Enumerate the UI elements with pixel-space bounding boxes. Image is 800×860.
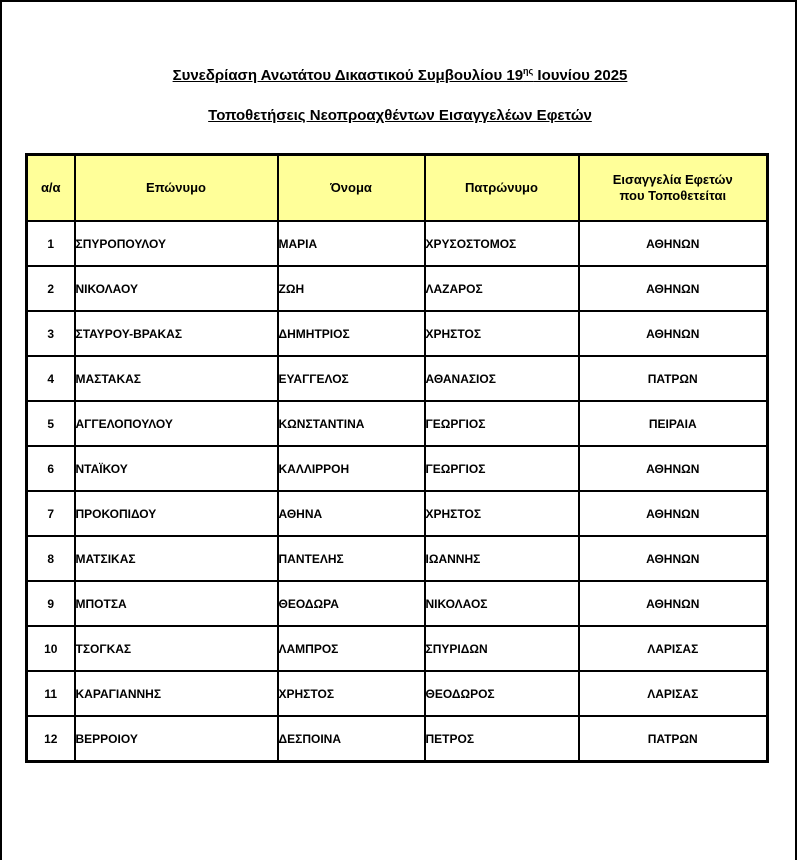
cell-surname: ΝΤΑΪΚΟΥ	[75, 446, 278, 491]
header-index: α/α	[27, 155, 75, 222]
cell-office: ΠΑΤΡΩΝ	[579, 716, 768, 762]
table-row	[27, 626, 768, 671]
cell-office: ΑΘΗΝΩΝ	[579, 221, 768, 266]
cell-first-name: ΜΑΡΙΑ	[278, 221, 425, 266]
cell-surname: ΤΣΟΓΚΑΣ	[75, 626, 278, 671]
table-row	[27, 221, 768, 266]
table-row	[27, 671, 768, 716]
cell-first-name: ΔΕΣΠΟΙΝΑ	[278, 716, 425, 762]
cell-father-name: ΛΑΖΑΡΟΣ	[425, 266, 579, 311]
cell-first-name: ΔΗΜΗΤΡΙΟΣ	[278, 311, 425, 356]
title-superscript: ης	[523, 66, 534, 76]
document-title	[0, 67, 800, 84]
cell-father-name: ΠΕΤΡΟΣ	[425, 716, 579, 762]
cell-first-name: ΘΕΟΔΩΡΑ	[278, 581, 425, 626]
cell-surname: ΣΠΥΡΟΠΟΥΛΟΥ	[75, 221, 278, 266]
cell-father-name: ΧΡΗΣΤΟΣ	[425, 311, 579, 356]
cell-index: 6	[27, 446, 75, 491]
cell-surname: ΑΓΓΕΛΟΠΟΥΛΟΥ	[75, 401, 278, 446]
cell-office: ΑΘΗΝΩΝ	[579, 311, 768, 356]
placements-table	[25, 153, 769, 763]
table-row	[27, 356, 768, 401]
header-first-name: Όνομα	[278, 155, 425, 222]
cell-father-name: ΧΡΥΣΟΣΤΟΜΟΣ	[425, 221, 579, 266]
cell-first-name: ΚΩΝΣΤΑΝΤΙΝΑ	[278, 401, 425, 446]
title-end: Ιουνίου 2025	[533, 67, 628, 84]
table-row	[27, 401, 768, 446]
header-office-line2: που Τοποθετείται	[619, 188, 727, 203]
cell-office: ΑΘΗΝΩΝ	[579, 446, 768, 491]
cell-surname: ΜΠΟΤΣΑ	[75, 581, 278, 626]
cell-father-name: ΓΕΩΡΓΙΟΣ	[425, 401, 579, 446]
cell-father-name: ΘΕΟΔΩΡΟΣ	[425, 671, 579, 716]
cell-office: ΛΑΡΙΣΑΣ	[579, 671, 768, 716]
table-row	[27, 266, 768, 311]
cell-surname: ΚΑΡΑΓΙΑΝΝΗΣ	[75, 671, 278, 716]
cell-father-name: ΝΙΚΟΛΑΟΣ	[425, 581, 579, 626]
cell-index: 3	[27, 311, 75, 356]
header-office-line1: Εισαγγελία Εφετών	[612, 172, 733, 187]
cell-father-name: ΓΕΩΡΓΙΟΣ	[425, 446, 579, 491]
table-row	[27, 536, 768, 581]
cell-office: ΑΘΗΝΩΝ	[579, 581, 768, 626]
cell-index: 7	[27, 491, 75, 536]
cell-father-name: ΑΘΑΝΑΣΙΟΣ	[425, 356, 579, 401]
cell-index: 1	[27, 221, 75, 266]
cell-office: ΑΘΗΝΩΝ	[579, 491, 768, 536]
cell-index: 12	[27, 716, 75, 762]
header-father-name: Πατρώνυμο	[425, 155, 579, 222]
cell-office: ΑΘΗΝΩΝ	[579, 266, 768, 311]
table-row	[27, 581, 768, 626]
cell-index: 8	[27, 536, 75, 581]
cell-index: 4	[27, 356, 75, 401]
cell-index: 2	[27, 266, 75, 311]
cell-surname: ΒΕΡΡΟΙΟΥ	[75, 716, 278, 762]
table-row	[27, 491, 768, 536]
table-row	[27, 446, 768, 491]
cell-index: 10	[27, 626, 75, 671]
cell-first-name: ΕΥΑΓΓΕΛΟΣ	[278, 356, 425, 401]
header-office	[579, 155, 768, 222]
cell-first-name: ΑΘΗΝΑ	[278, 491, 425, 536]
document-subtitle: Τοποθετήσεις Νεοπροαχθέντων Εισαγγελέων Εφετών	[208, 107, 592, 124]
cell-father-name: ΣΠΥΡΙΔΩΝ	[425, 626, 579, 671]
cell-office: ΑΘΗΝΩΝ	[579, 536, 768, 581]
cell-first-name: ΖΩΗ	[278, 266, 425, 311]
title-main: Συνεδρίαση Ανωτάτου Δικαστικού Συμβουλίου 19	[172, 67, 524, 84]
cell-office: ΠΕΙΡΑΙΑ	[579, 401, 768, 446]
cell-father-name: ΙΩΑΝΝΗΣ	[425, 536, 579, 581]
table-header-row	[27, 155, 768, 222]
cell-index: 5	[27, 401, 75, 446]
cell-first-name: ΠΑΝΤΕΛΗΣ	[278, 536, 425, 581]
cell-surname: ΜΑΣΤΑΚΑΣ	[75, 356, 278, 401]
table-row	[27, 716, 768, 762]
table-row	[27, 311, 768, 356]
cell-index: 9	[27, 581, 75, 626]
cell-office: ΠΑΤΡΩΝ	[579, 356, 768, 401]
cell-surname: ΠΡΟΚΟΠΙΔΟΥ	[75, 491, 278, 536]
cell-office: ΛΑΡΙΣΑΣ	[579, 626, 768, 671]
cell-father-name: ΧΡΗΣΤΟΣ	[425, 491, 579, 536]
cell-index: 11	[27, 671, 75, 716]
cell-surname: ΣΤΑΥΡΟΥ-ΒΡΑΚΑΣ	[75, 311, 278, 356]
cell-first-name: ΛΑΜΠΡΟΣ	[278, 626, 425, 671]
cell-first-name: ΚΑΛΛΙΡΡΟΗ	[278, 446, 425, 491]
header-surname: Επώνυμο	[75, 155, 278, 222]
cell-surname: ΝΙΚΟΛΑΟΥ	[75, 266, 278, 311]
cell-first-name: ΧΡΗΣΤΟΣ	[278, 671, 425, 716]
cell-surname: ΜΑΤΣΙΚΑΣ	[75, 536, 278, 581]
